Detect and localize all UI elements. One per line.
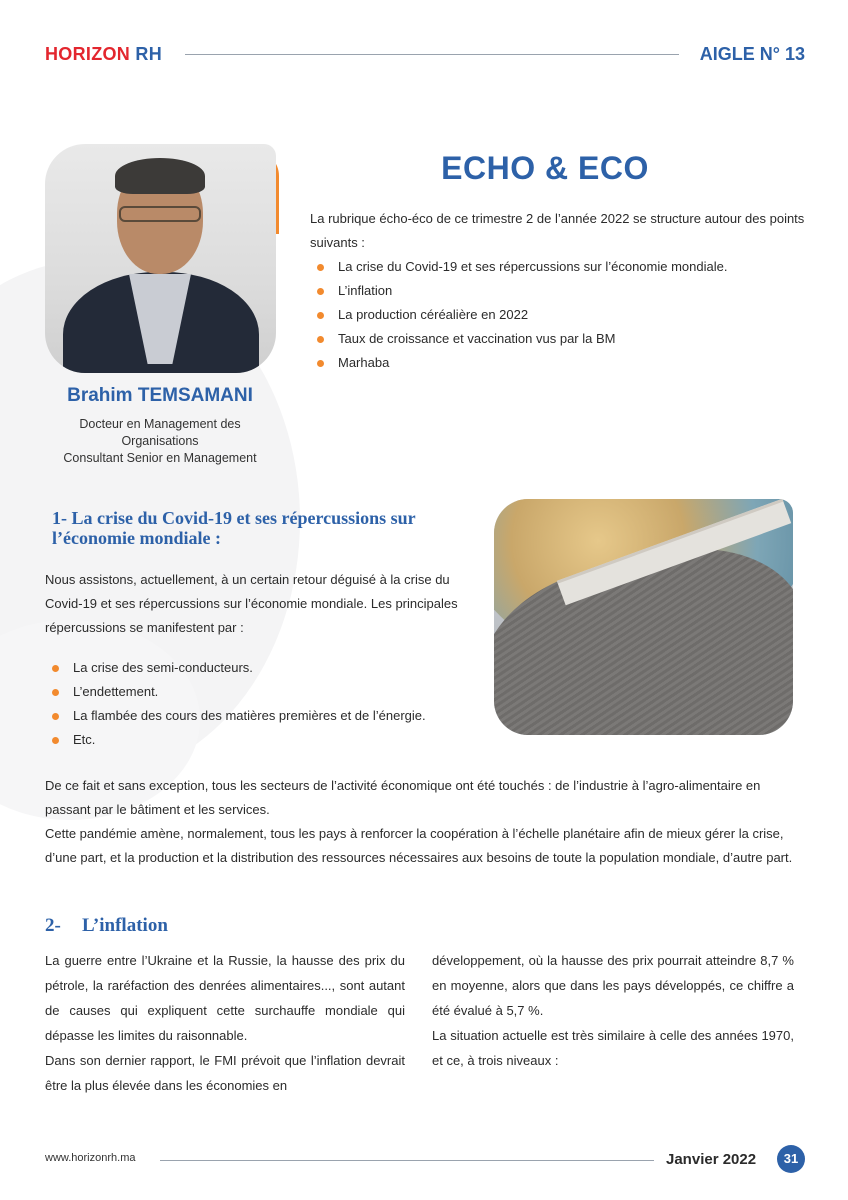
- item-text: La crise des semi-conducteurs.: [73, 660, 253, 675]
- author-role-line: Organisations: [121, 434, 199, 448]
- bullet-icon: [52, 689, 59, 696]
- page-header: [45, 42, 805, 68]
- brand-rh: RH: [135, 44, 163, 64]
- paragraph: La situation actuelle est très similaire à celle des années 1970, et ce, à trois niveaux :: [432, 1028, 794, 1068]
- author-role: [40, 416, 280, 467]
- list-item: [45, 680, 475, 704]
- bullet-icon: [52, 737, 59, 744]
- bullet-icon: [52, 665, 59, 672]
- section-1-conclusion: [45, 774, 805, 870]
- author-name: Brahim TEMSAMANI: [67, 385, 253, 406]
- bullet-icon: [317, 336, 324, 343]
- article-title: ECHO & ECO: [441, 150, 649, 186]
- section-2-heading: [45, 915, 168, 937]
- conclusion-paragraph: Cette pandémie amène, normalement, tous les pays à renforcer la coopération à l’échelle planétaire afin de mieux gérer la crise, d’une part, et la production et la distribution des ressources nécessaires aux besoins de toute la population mondiale, d’autre part.: [45, 826, 793, 865]
- page-number: 31: [777, 1145, 805, 1173]
- photo-glasses: [119, 206, 201, 222]
- list-item: [310, 279, 805, 303]
- list-item: [310, 303, 805, 327]
- footer-date: Janvier 2022: [666, 1151, 757, 1168]
- issue-label: AIGLE N° 13: [699, 44, 805, 64]
- column-left: [45, 948, 405, 1098]
- photo-hair: [115, 158, 205, 194]
- footer-divider: [160, 1160, 654, 1161]
- list-item: [45, 656, 475, 680]
- topic-text: L’inflation: [338, 283, 393, 298]
- list-item: [45, 728, 475, 752]
- bullet-icon: [317, 288, 324, 295]
- item-text: La flambée des cours des matières premières et de l’énergie.: [73, 708, 426, 723]
- topic-list: [310, 255, 805, 375]
- topic-text: La production céréalière en 2022: [338, 307, 529, 322]
- author-role-line: Consultant Senior en Management: [63, 451, 257, 465]
- brand-horizon: HORIZON: [45, 44, 131, 64]
- section-2-number: 2-: [45, 915, 61, 936]
- paragraph: développement, où la hausse des prix pourrait atteindre 8,7 % en moyenne, alors que dans les pays développés, ce chiffre a été évalué à 5,7 %.: [432, 953, 794, 1018]
- list-item: [310, 255, 805, 279]
- topic-text: Taux de croissance et vaccination vus par la BM: [338, 331, 616, 346]
- item-text: Etc.: [73, 732, 96, 747]
- list-item: [310, 351, 805, 375]
- article-intro: La rubrique écho-éco de ce trimestre 2 de l’année 2022 se structure autour des points suivants :: [310, 211, 805, 250]
- repercussion-list: [45, 656, 475, 752]
- item-text: L’endettement.: [73, 684, 159, 699]
- bullet-icon: [52, 713, 59, 720]
- column-right: [432, 948, 794, 1073]
- paragraph: La guerre entre l’Ukraine et la Russie, la hausse des prix du pétrole, la raréfaction des denrées alimentaires..., sont autant de causes qui expliquent cette surchauffe mondiale qui dépasse les limites du raisonnable.: [45, 953, 405, 1043]
- bullet-icon: [317, 264, 324, 271]
- paragraph: Dans son dernier rapport, le FMI prévoit que l’inflation devrait être la plus élevée dans les économies en: [45, 1053, 405, 1093]
- bullet-icon: [317, 360, 324, 367]
- topic-text: Marhaba: [338, 355, 390, 370]
- section-1-paragraph: Nous assistons, actuellement, à un certain retour déguisé à la crise du Covid-19 et ses répercussions sur l’économie mondiale. Les principales répercussions se manifestent par :: [45, 572, 458, 635]
- conclusion-paragraph: De ce fait et sans exception, tous les secteurs de l’activité économique ont été touchés : de l’industrie à l’agro-alimentaire en passant par le bâtiment et les services.: [45, 778, 761, 817]
- author-role-line: Docteur en Management des: [79, 417, 241, 431]
- section-2-title: L’inflation: [82, 915, 168, 936]
- author-photo: [45, 144, 276, 373]
- globe-mask-image: [494, 499, 793, 735]
- header-divider: [185, 54, 679, 55]
- topic-text: La crise du Covid-19 et ses répercussions sur l’économie mondiale.: [338, 259, 728, 274]
- brand-logo: [45, 44, 162, 65]
- section-1-heading: 1- La crise du Covid-19 et ses répercussions sur l’économie mondiale :: [52, 508, 416, 548]
- bullet-icon: [317, 312, 324, 319]
- list-item: [310, 327, 805, 351]
- footer-url[interactable]: www.horizonrh.ma: [45, 1152, 136, 1164]
- list-item: [45, 704, 475, 728]
